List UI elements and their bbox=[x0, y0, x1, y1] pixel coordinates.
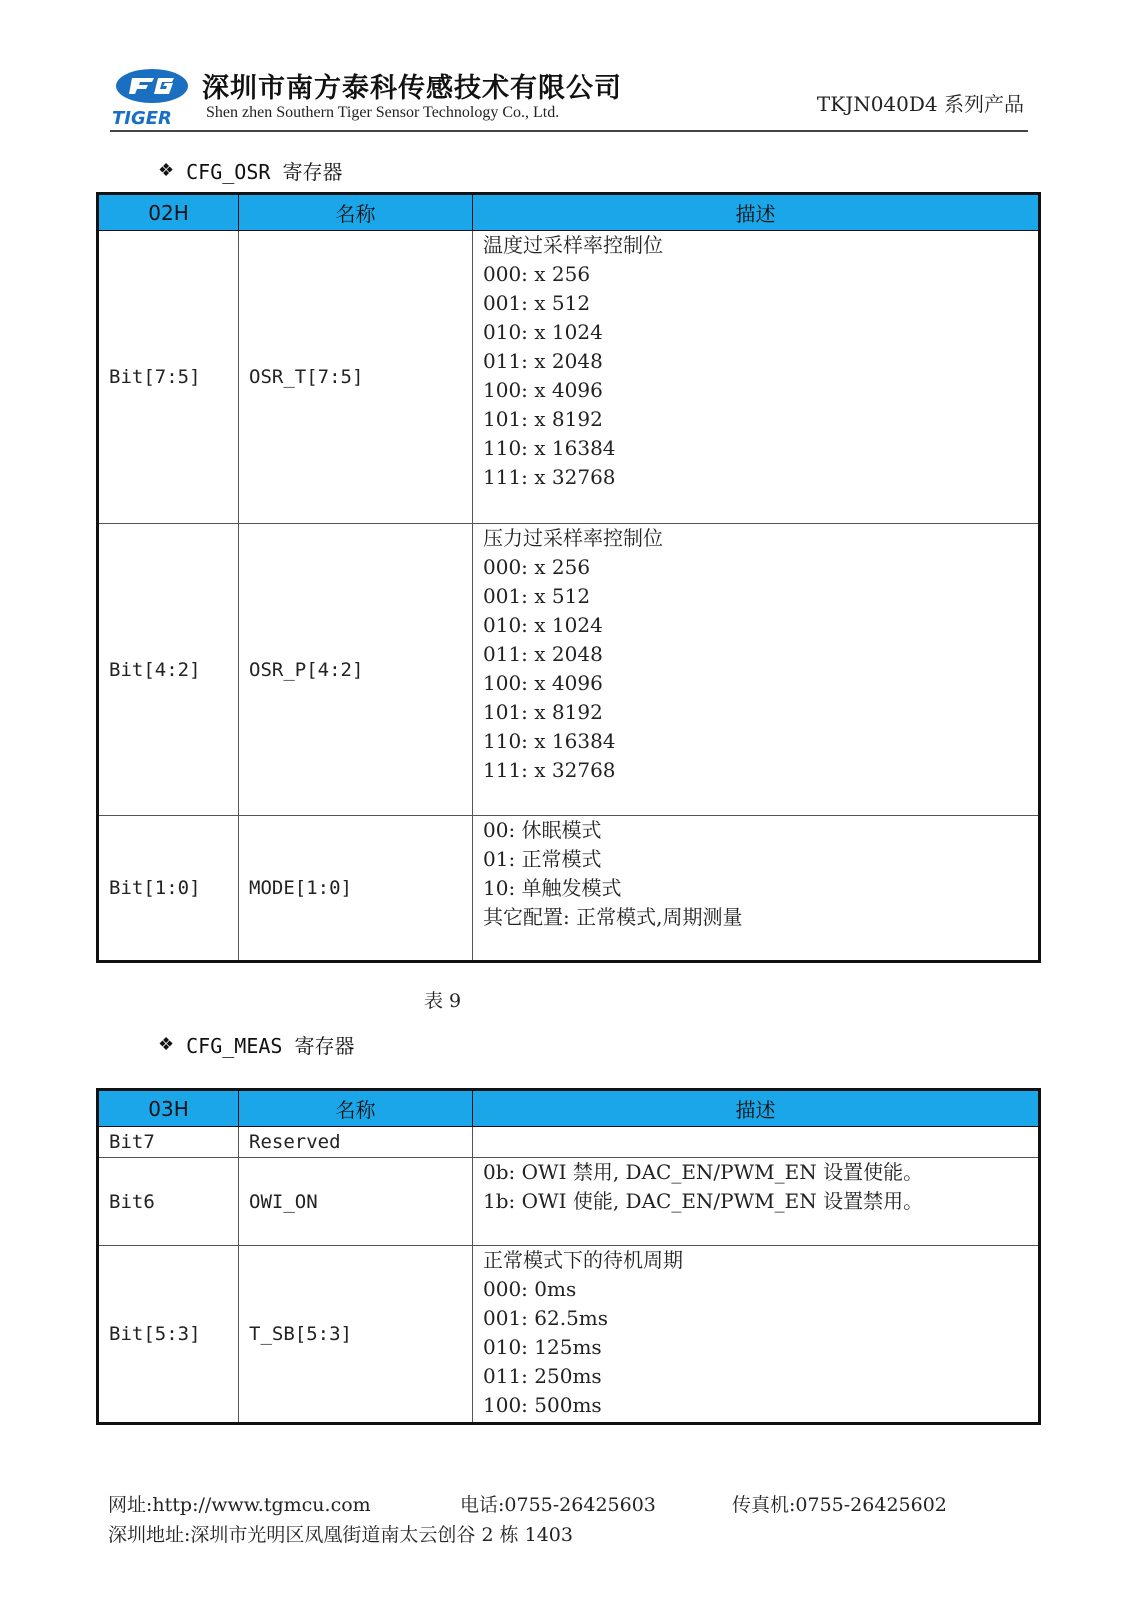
meas-register-table bbox=[96, 1088, 1041, 1425]
desc-line: 011: 250ms bbox=[483, 1364, 602, 1388]
desc-line: 压力过采样率控制位 bbox=[483, 526, 663, 550]
desc-line: 101: x 8192 bbox=[483, 407, 603, 431]
diamond-bullet-icon: ❖ bbox=[158, 159, 175, 181]
desc-line: 010: 125ms bbox=[483, 1335, 602, 1359]
osr-section-heading bbox=[158, 156, 342, 185]
osr-register-table bbox=[96, 192, 1041, 963]
company-logo bbox=[110, 66, 192, 128]
desc-line: 正常模式下的待机周期 bbox=[483, 1248, 683, 1272]
desc-cell bbox=[473, 231, 1040, 524]
desc-line: 111: x 32768 bbox=[483, 758, 616, 782]
desc-line: 001: x 512 bbox=[483, 291, 591, 315]
table-row bbox=[98, 1246, 1040, 1424]
desc-line: 10: 单触发模式 bbox=[483, 876, 622, 900]
desc-line: 010: x 1024 bbox=[483, 320, 603, 344]
name-cell: OWI_ON bbox=[239, 1158, 473, 1246]
desc-line: 001: 62.5ms bbox=[483, 1306, 609, 1330]
desc-line: 011: x 2048 bbox=[483, 349, 603, 373]
footer-website[interactable]: 网址:http://www.tgmcu.com bbox=[108, 1494, 371, 1516]
name-cell: OSR_P[4:2] bbox=[239, 524, 473, 816]
header-description: 描述 bbox=[473, 194, 1040, 231]
name-cell: OSR_T[7:5] bbox=[239, 231, 473, 524]
desc-line: 00: 休眠模式 bbox=[483, 818, 602, 842]
desc-line: 001: x 512 bbox=[483, 584, 591, 608]
bit-cell: Bit6 bbox=[98, 1158, 239, 1246]
company-name-cn: 深圳市南方泰科传感技术有限公司 bbox=[202, 73, 622, 104]
product-line: TKJN040D4 系列产品 bbox=[816, 92, 1024, 116]
page-footer bbox=[108, 1490, 1028, 1550]
bit-cell: Bit[1:0] bbox=[98, 816, 239, 962]
header-description: 描述 bbox=[473, 1090, 1040, 1127]
header-address: 03H bbox=[98, 1090, 239, 1127]
bit-cell: Bit[4:2] bbox=[98, 524, 239, 816]
meas-section-heading bbox=[158, 1030, 355, 1059]
desc-line: 000: 0ms bbox=[483, 1277, 577, 1301]
name-cell: Reserved bbox=[239, 1127, 473, 1158]
table-row bbox=[98, 231, 1040, 524]
diamond-bullet-icon: ❖ bbox=[158, 1033, 175, 1055]
desc-line: 000: x 256 bbox=[483, 262, 591, 286]
name-cell: T_SB[5:3] bbox=[239, 1246, 473, 1424]
header-name: 名称 bbox=[239, 1090, 473, 1127]
footer-phone: 电话:0755-26425603 bbox=[460, 1494, 656, 1516]
header-address: 02H bbox=[98, 194, 239, 231]
desc-line: 温度过采样率控制位 bbox=[483, 233, 663, 257]
desc-line: 000: x 256 bbox=[483, 555, 591, 579]
desc-cell bbox=[473, 816, 1040, 962]
meas-section-title: CFG_MEAS 寄存器 bbox=[186, 1034, 355, 1058]
table-caption: 表 9 bbox=[424, 990, 462, 1012]
desc-line: 111: x 32768 bbox=[483, 465, 616, 489]
desc-cell bbox=[473, 1158, 1040, 1246]
osr-section-title: CFG_OSR 寄存器 bbox=[186, 160, 343, 184]
desc-cell bbox=[473, 524, 1040, 816]
table-row bbox=[98, 816, 1040, 962]
table-header-row bbox=[98, 1090, 1040, 1127]
bit-cell: Bit[7:5] bbox=[98, 231, 239, 524]
desc-cell bbox=[473, 1127, 1040, 1158]
desc-line: 010: x 1024 bbox=[483, 613, 603, 637]
desc-line: 1b: OWI 使能, DAC_EN/PWM_EN 设置禁用。 bbox=[483, 1189, 924, 1213]
bit-cell: Bit[5:3] bbox=[98, 1246, 239, 1424]
desc-line: 110: x 16384 bbox=[483, 436, 616, 460]
header-name: 名称 bbox=[239, 194, 473, 231]
page-header bbox=[110, 62, 1028, 132]
desc-line: 100: x 4096 bbox=[483, 378, 603, 402]
desc-line: 100: x 4096 bbox=[483, 671, 603, 695]
table-row bbox=[98, 524, 1040, 816]
footer-fax: 传真机:0755-26425602 bbox=[732, 1494, 947, 1516]
table-header-row bbox=[98, 194, 1040, 231]
desc-line: 0b: OWI 禁用, DAC_EN/PWM_EN 设置使能。 bbox=[483, 1160, 924, 1184]
footer-address: 深圳地址:深圳市光明区凤凰街道南太云创谷 2 栋 1403 bbox=[108, 1524, 573, 1546]
desc-line: 01: 正常模式 bbox=[483, 847, 602, 871]
desc-line: 其它配置: 正常模式,周期测量 bbox=[483, 905, 743, 929]
bit-cell: Bit7 bbox=[98, 1127, 239, 1158]
desc-line: 100: 500ms bbox=[483, 1393, 602, 1417]
company-name-en: Shen zhen Southern Tiger Sensor Technology Co., Ltd. bbox=[206, 104, 560, 121]
desc-line: 101: x 8192 bbox=[483, 700, 603, 724]
desc-cell bbox=[473, 1246, 1040, 1424]
table-row bbox=[98, 1127, 1040, 1158]
logo-text: TIGER bbox=[112, 108, 172, 128]
name-cell: MODE[1:0] bbox=[239, 816, 473, 962]
desc-line: 110: x 16384 bbox=[483, 729, 616, 753]
desc-line: 011: x 2048 bbox=[483, 642, 603, 666]
table-row bbox=[98, 1158, 1040, 1246]
